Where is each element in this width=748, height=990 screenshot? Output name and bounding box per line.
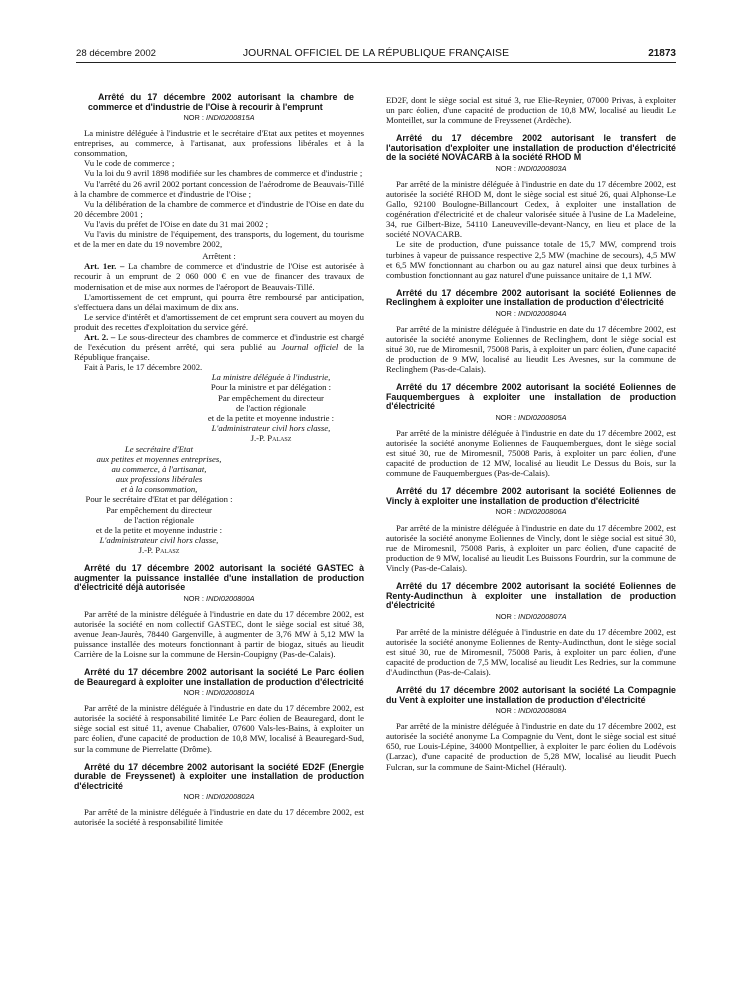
visa: Vu le code de commerce ; xyxy=(84,158,175,169)
signature-date: Fait à Paris, le 17 décembre 2002. xyxy=(84,362,203,373)
decree-rhod-m xyxy=(386,134,676,280)
journal-title: JOURNAL OFFICIEL DE LA RÉPUBLIQUE FRANÇAISE xyxy=(242,48,510,59)
preamble: La ministre déléguée à l'industrie et le secrétaire d'Etat aux petites et moyennes entreprises, au commerce, à l'artisanat, aux professions libérales et à la consommation, xyxy=(74,128,364,159)
nor-reference: NOR : INDI0200804A xyxy=(495,308,567,318)
header-rule xyxy=(76,62,676,63)
decree-title: Arrêté du 17 décembre 2002 autorisant la chambre de commerce et d'industrie de l'Oise à recourir à l'emprunt xyxy=(88,92,354,112)
article-1: Art. 1er. – La chambre de commerce et d'industrie de l'Oise est autorisée à recourir à un emprunt de 2 060 000 € en vue de financer des travaux de modernisation et de mise aux normes de l'aéroport de Beauvais-Tillé. xyxy=(74,261,364,292)
signature-block-ministre: La ministre déléguée à l'industrie, Pour la ministre et par délégation : Par empêchement du directeur de l'action régionale et de la petite et moyenne industrie : L'administrateur civil hors classe, J.-P. Palasz xyxy=(207,372,335,443)
decree-title: Arrêté du 17 décembre 2002 autorisant la société La Compagnie du Vent à exploiter une installation de production d'électricité xyxy=(386,685,676,705)
nor-reference: NOR : INDI0200808A xyxy=(495,706,567,716)
nor-reference: NOR : INDI0200800A xyxy=(183,593,255,603)
issue-date: 28 décembre 2002 xyxy=(76,48,157,59)
visa: Vu l'avis du préfet de l'Oise en date du 31 mai 2002 ; xyxy=(84,218,269,229)
right-column xyxy=(386,95,676,772)
decree-gastec xyxy=(74,564,364,659)
decree-vincly xyxy=(386,487,676,573)
left-column xyxy=(74,93,364,827)
decree-body: Par arrêté de la ministre déléguée à l'industrie en date du 17 décembre 2002, est autorisée la société à responsabilité limitée Le Parc éolien de Beauregard, dont le siège social est situé 11, avenue Chabalier, 07600 Vals-les-Bains, à exploiter un parc éolien, d'une capacité de production de 10,8 MW, localisé à Beauregard-Sud, sur la commune de Pierrelatte (Drôme). xyxy=(74,703,364,754)
visa: Vu l'arrêté du 26 avril 2002 portant concession de l'aérodrome de Beauvais-Tillé à la chambre de commerce et d'industrie de l'Oise ; xyxy=(74,178,364,199)
nor-reference: NOR : INDI0200805A xyxy=(495,412,567,422)
decree-title: Arrêté du 17 décembre 2002 autorisant la société Le Parc éolien de Beauregard à exploiter une installation de production d'électricité xyxy=(74,667,364,687)
decree-body: Par arrêté de la ministre déléguée à l'industrie en date du 17 décembre 2002, est autorisée la société anonyme La Compagnie du Vent, dont le siège social est situé 650, rue Louis-Lépine, 34000 Montpellier, à exploiter le parc éolien du Lodévois (Larzac), d'une capacité de production de 5,28 MW, localisé au lieudit Puech Fulcran, sur la commune de Saint-Michel (Hérault). xyxy=(386,721,676,772)
nor-reference: NOR : INDI0200803A xyxy=(495,163,567,173)
nor-reference: NOR : INDI0200802A xyxy=(183,792,255,802)
visa: Vu la loi du 9 avril 1898 modifiée sur les chambres de commerce et d'industrie ; xyxy=(84,168,363,179)
decree-title: Arrêté du 17 décembre 2002 autorisant la société Eoliennes de Reclinghem à exploiter une installation de production d'électricité xyxy=(386,287,676,308)
decree-fauquembergues xyxy=(386,383,676,478)
decree-title: Arrêté du 17 décembre 2002 autorisant le transfert de l'autorisation d'exploiter une installation de production d'électricité de la société NOVACARB à la société RHOD M xyxy=(386,133,676,163)
decree-body-continued: ED2F, dont le siège social est situé 3, rue Elie-Reynier, 07000 Privas, à exploiter un parc éolien, d'une capacité de production de 10,8 MW, localisé au lieudit Le Monteillet, sur la commune de Freyssenet (Ardèche). xyxy=(386,95,676,126)
nor-reference: NOR : INDI0200807A xyxy=(495,611,567,621)
decree-reclinghem xyxy=(386,289,676,375)
decree-beauregard xyxy=(74,668,364,754)
decree-title: Arrêté du 17 décembre 2002 autorisant la société ED2F (Energie durable de Freyssenet) à exploiter une installation de production d'électricité xyxy=(74,761,364,791)
signature-block-secretaire: Le secrétaire d'Etat aux petites et moyennes entreprises, au commerce, à l'artisanat, aux professions libérales et à la consommation, Pour le secrétaire d'Etat et par délégation : Par empêchement du directeur de l'action régionale et de la petite et moyenne industrie : L'administrateur civil hors classe, J.-P. Palasz xyxy=(85,444,233,555)
decree-body: Le site de production, d'une puissance totale de 15,7 MW, comprend trois turbines à vapeur de puissance respective 2,5 MW (machine de secours), 4,5 MW et 6,5 MW fonctionnant au charbon ou au gaz naturel ainsi que deux turbines à combustion fonctionnant au gaz naturel d'une puissance unitaire de 1,1 MW. xyxy=(386,239,676,280)
decree-body: Par arrêté de la ministre déléguée à l'industrie en date du 17 décembre 2002, est autorisée la société anonyme Eoliennes de Fauquembergues, dont le siège social est situé 30, rue de Miromesnil, 75008 Paris, à exploiter un parc éolien, d'une capacité de production de 12 MW, localisé au lieudit Le Dessus du Bois, sur la commune de Fauquembergues (Pas-de-Calais). xyxy=(386,427,676,479)
decree-body: Par arrêté de la ministre déléguée à l'industrie en date du 17 décembre 2002, est autorisée la société anonyme Eoliennes de Vincly, dont le siège social est situé 30, rue de Miromesnil, 75008 Paris, à exploiter un parc éolien, d'une capacité de production de 9 MW, localisé au lieudit Les Buissons Fourdrin, sur la commune de Vincly (Pas-de-Calais). xyxy=(386,522,676,573)
decree-compagnie-du-vent xyxy=(386,686,676,772)
page-number: 21873 xyxy=(648,48,676,59)
nor-reference: NOR : INDI0200815A xyxy=(183,113,255,122)
paragraph: L'amortissement de cet emprunt, qui pourra être remboursé par anticipation, s'effectuera dans un délai maximum de dix ans. xyxy=(74,291,364,312)
decree-title: Arrêté du 17 décembre 2002 autorisant la société Eoliennes de Fauquembergues à exploiter une installation de production d'électricité xyxy=(386,382,676,412)
decree-title: Arrêté du 17 décembre 2002 autorisant la société Eoliennes de Renty-Audincthun à exploiter une installation de production d'électricité xyxy=(386,581,676,610)
decree-ed2f xyxy=(74,763,364,828)
decree-title: Arrêté du 17 décembre 2002 autorisant la société GASTEC à augmenter la puissance installée d'une installation de production d'électricité déjà autorisée xyxy=(74,563,364,593)
decree-body: Par arrêté de la ministre déléguée à l'industrie en date du 17 décembre 2002, est autorisée la société anonyme Eoliennes de Reclinghem, dont le siège social est situé 30, rue de Miromesnil, 75008 Paris, à exploiter un parc éolien, d'une capacité de production de 9 MW, localisé au lieudit Les Avesnes, sur la commune de Reclinghem (Pas-de-Calais). xyxy=(386,323,676,375)
visa: Vu la délibération de la chambre de commerce et d'industrie de l'Oise en date du 20 décembre 2001 ; xyxy=(74,198,364,219)
decree-renty-audincthun xyxy=(386,582,676,677)
decree-title: Arrêté du 17 décembre 2002 autorisant la société Eoliennes de Vincly à exploiter une installation de production d'électricité xyxy=(386,486,676,506)
decree-body: Par arrêté de la ministre déléguée à l'industrie en date du 17 décembre 2002, est autorisée la société RHOD M, dont le siège social est situé 26, quai Alphonse-Le Gallo, 92100 Boulogne-Billancourt Cedex, à exploiter une installation de cogénération d'électricité et de chaleur valorisée située à l'usine de La Madeleine, 34, rue Gilbert-Bize, 54110 Laneuveville-devant-Nancy, en lieu et place de la société NOVACARB. xyxy=(386,178,676,240)
decree-body: Par arrêté de la ministre déléguée à l'industrie en date du 17 décembre 2002, est autorisée la société à responsabilité limitée xyxy=(74,807,364,828)
decree-body: Par arrêté de la ministre déléguée à l'industrie en date du 17 décembre 2002, est autorisée la société anonyme Eoliennes de Renty-Audincthun, dont le siège social est situé 30, rue de Miromesnil, 75008 Paris, à exploiter un parc éolien, d'une capacité de production de 7,5 MW, localisé au lieudit Les Redries, sur la commune d'Audincthun (Pas-de-Calais). xyxy=(386,626,676,677)
nor-reference: NOR : INDI0200806A xyxy=(495,507,567,517)
arretent: Arrêtent : xyxy=(202,251,236,262)
nor-reference: NOR : INDI0200801A xyxy=(183,688,255,698)
paragraph: Le service d'intérêt et d'amortissement de cet emprunt sera couvert au moyen du produit des recettes d'exploitation du service géré. xyxy=(74,311,364,332)
article-2: Art. 2. – Le sous-directeur des chambres de commerce et d'industrie est chargé de l'exécution du présent arrêté, qui sera publié au Journal officiel de la République française. xyxy=(74,331,365,363)
decree-body: Par arrêté de la ministre déléguée à l'industrie en date du 17 décembre 2002, est autorisée la société en nom collectif GASTEC, dont le siège social est situé 38, avenue Jean-Jaurès, 78440 Gargenville, à augmenter de 3,76 MW à 5,12 MW la puissance installée des moteurs fonctionnant à partir de biogaz, situés au lieudit Carrière de la Loisne sur la commune de Hersin-Coupigny (Pas-de-Calais). xyxy=(74,608,364,659)
decree-oise xyxy=(74,93,364,112)
visa: Vu l'avis du ministre de l'équipement, des transports, du logement, du tourisme et de la mer en date du 19 novembre 2002, xyxy=(74,229,364,250)
